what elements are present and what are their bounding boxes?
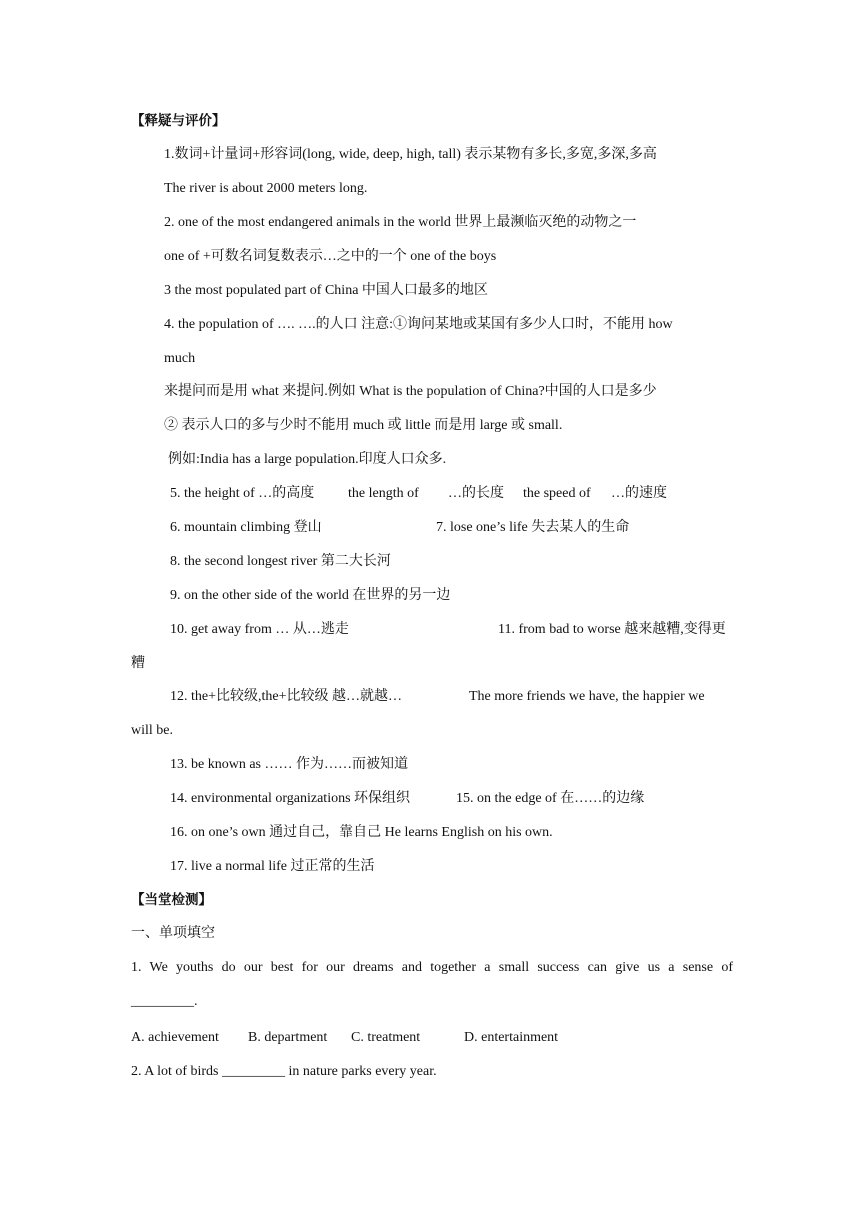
note-item-17: 17. live a normal life 过正常的生活 bbox=[170, 859, 375, 874]
note-item-11-continuation: 糟 bbox=[131, 656, 145, 671]
question-1-text: 1. We youths do our best for our dreams and together a small success can give us a sense of bbox=[131, 960, 733, 975]
option-a: A. achievement bbox=[131, 1030, 219, 1045]
item15-text: 15. on the edge of 在……的边缘 bbox=[456, 791, 645, 806]
item7-text: 7. lose one’s life 失去某人的生命 bbox=[436, 520, 630, 535]
note-item-12-continuation: will be. bbox=[131, 723, 173, 738]
note-line-4: one of +可数名词复数表示…之中的一个 one of the boys bbox=[164, 249, 497, 264]
note-line-7: much bbox=[164, 351, 196, 366]
note-line-9: ② 表示人口的多与少时不能用 much 或 little 而是用 large 或 small. bbox=[164, 418, 563, 433]
note-item-16: 16. on one’s own 通过自己，靠自己 He learns English on his own. bbox=[170, 825, 553, 840]
option-b: B. department bbox=[248, 1030, 328, 1045]
item5-part-a: 5. the height of …的高度 bbox=[170, 486, 315, 501]
note-item-9: 9. on the other side of the world 在世界的另一边 bbox=[170, 588, 451, 603]
note-line-5: 3 the most populated part of China 中国人口最多的地区 bbox=[164, 283, 488, 298]
option-c: C. treatment bbox=[351, 1030, 421, 1045]
note-item-13: 13. be known as …… 作为……而被知道 bbox=[170, 757, 408, 772]
item5-part-e: …的速度 bbox=[611, 486, 667, 501]
question-1-blank: _________. bbox=[131, 994, 198, 1009]
item5-part-b: the length of bbox=[348, 486, 419, 501]
note-line-6: 4. the population of …. ….的人口 注意:①询问某地或某国有多少人口时，不能用 how bbox=[164, 317, 673, 332]
item14-text: 14. environmental organizations 环保组织 bbox=[170, 791, 411, 806]
note-line-1: 1.数词+计量词+形容词(long, wide, deep, high, tall) 表示某物有多长,多宽,多深,多高 bbox=[164, 147, 657, 162]
question-2-text: 2. A lot of birds _________ in nature parks every year. bbox=[131, 1064, 437, 1079]
section-heading-explanation: 【释疑与评价】 bbox=[131, 113, 226, 129]
note-line-10: 例如:India has a large population.印度人口众多. bbox=[168, 452, 447, 467]
item5-part-c: …的长度 bbox=[448, 486, 504, 501]
item12-part-a: 12. the+比较级,the+比较级 越…就越… bbox=[170, 689, 402, 704]
section-heading-classroom-test: 【当堂检测】 bbox=[131, 892, 212, 908]
subheading-single-choice: 一、单项填空 bbox=[131, 926, 215, 941]
item11-text: 11. from bad to worse 越来越糟,变得更 bbox=[498, 622, 726, 637]
option-d: D. entertainment bbox=[464, 1030, 559, 1045]
note-line-3: 2. one of the most endangered animals in the world 世界上最濒临灭绝的动物之一 bbox=[164, 215, 637, 230]
item6-text: 6. mountain climbing 登山 bbox=[170, 520, 322, 535]
item12-part-b: The more friends we have, the happier we bbox=[469, 689, 705, 704]
item5-part-d: the speed of bbox=[523, 486, 591, 501]
item10-text: 10. get away from … 从…逃走 bbox=[170, 622, 349, 637]
note-line-8: 来提问而是用 what 来提问.例如 What is the population of China?中国的人口是多少 bbox=[164, 384, 657, 399]
note-line-2: The river is about 2000 meters long. bbox=[164, 181, 368, 196]
note-item-8: 8. the second longest river 第二大长河 bbox=[170, 554, 391, 569]
